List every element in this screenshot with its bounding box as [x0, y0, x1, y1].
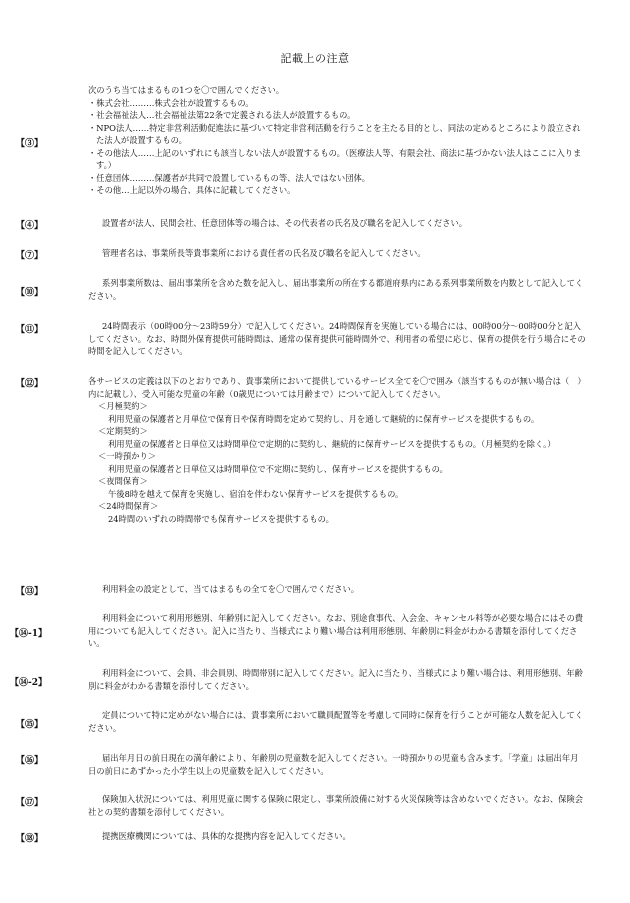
section-14-2-body: 利用料金について、会員、非会員別、時間帯別に記入してください。記入に当たり、当様式により難い場合は、利用形態別、年齢別に料金がわかる書類を添付してください。	[88, 668, 583, 691]
section-14-1-label: 【⑭-1】	[10, 629, 47, 639]
section-16-body: 届出年月日の前日現在の満年齢により、年齢別の児童数を記入してください。一時預かりの児童も含みます。「学童」は届出年月日の前日にあずかった小学生以上の児童数を記入してください。	[88, 753, 579, 776]
definition-head: ＜月極契約＞	[98, 401, 148, 411]
section-4-body: 設置者が法人、民間会社、任意団体等の場合は、その代表者の氏名及び職名を記入してください。	[102, 218, 468, 228]
section-15-label: 【⑮】	[16, 720, 44, 730]
section-11-label: 【⑪】	[16, 325, 44, 335]
definition-body: 24時間のいずれの時間帯でも保育サービスを提供するもの。	[108, 513, 334, 524]
section-17-body: 保険加入状況については、利用児童に関する保険に限定し、事業所設備に対する火災保険等は含めないでください。なお、保険会社との契約書類を添付してください。	[88, 794, 584, 817]
section-11-text	[88, 320, 586, 358]
section-3-item: ・任意団体………保護者が共同で設置しているもの等、法人ではない団体。	[88, 172, 371, 183]
section-15-text	[88, 709, 586, 734]
section-14-1-text	[88, 612, 586, 650]
section-3-item: ・その他法人……上記のいずれにも該当しない法人が設置するもの。（医療法人等、有限会社、商法に基づかない法人はここに入ります。）	[88, 147, 582, 170]
section-17-text	[88, 793, 586, 818]
section-3-item: ・その他…上記以外の場合、具体に記載してください。	[88, 185, 296, 195]
section-3-item: ・NPO法人……特定非営利活動促進法に基づいて特定非営利活動を行うことを主たる目的とし、同法の定めるところにより設立された法人が設置するもの。	[88, 122, 581, 145]
page-title: 記載上の注意	[280, 52, 350, 65]
definition-body: 午後8時を越えて保育を実施し、宿泊を伴わない保育サービスを提供するもの。	[108, 488, 404, 499]
definition-body: 利用児童の保護者と月単位で保育日や保育時間を定めて契約し、月を通して継続的に保育サービスを提供するもの。	[108, 413, 540, 424]
section-7-label: 【⑦】	[16, 251, 44, 261]
section-4-text	[88, 217, 586, 230]
section-4-label: 【④】	[16, 221, 44, 231]
section-10-text	[88, 277, 586, 302]
section-10-label: 【⑩】	[16, 288, 44, 298]
section-12-text	[88, 375, 586, 525]
section-10-body: 系列事業所数は、届出事業所を含めた数を記入し、届出事業所の所在する都道府県内にある系列事業所数を内数として記入してください。	[88, 278, 584, 301]
section-14-2-text	[88, 667, 586, 692]
section-3-item: ・株式会社………株式会社が設置するもの。	[88, 97, 254, 108]
definition-head: ＜24時間保育＞	[98, 501, 159, 511]
section-3-label: 【③】	[16, 139, 44, 149]
section-13-text	[88, 583, 586, 596]
section-18-text	[88, 830, 586, 843]
section-3-item: ・社会福祉法人…社会福祉法第22条で定義される法人が設置するもの。	[88, 110, 356, 120]
section-13-label: 【⑬】	[16, 587, 44, 597]
section-12-label: 【⑫】	[16, 379, 44, 389]
section-7-text	[88, 247, 586, 260]
section-11-body: 24時間表示（00時00分～23時59分）で記入してください。24時間保育を実施している場合には、00時00分～00時00分と記入してください。なお、時間外保育提供可能時間は、通常の保育提供可能時間外で、利用者の希望に応じ、保育の提供を行う場合にその時間を記入してください。	[88, 321, 586, 356]
section-14-2-label: 【⑭-2】	[10, 678, 47, 688]
section-3-text	[88, 84, 586, 197]
definition-head: ＜定期契約＞	[98, 426, 148, 436]
section-17-label: 【⑰】	[16, 798, 44, 808]
section-3-intro: 次のうち当てはまるもの1つを〇で囲んでください。	[88, 85, 285, 95]
section-15-body: 定員について特に定めがない場合には、貴事業所において職員配置等を考慮して同時に保育を行うことが可能な人数を記入してください。	[88, 710, 584, 733]
section-16-label: 【⑯】	[16, 756, 44, 766]
definition-head: ＜夜間保育＞	[98, 476, 148, 486]
section-13-body: 利用料金の設定として、当てはまるもの全てを〇で囲んでください。	[102, 584, 360, 594]
section-12-intro: 各サービスの定義は以下のとおりであり、貴事業所において提供しているサービス全てを〇で囲み（該当するものが無い場合は（ ）内に記載し）、受入可能な児童の年齢（0歳児については月齢まで）について記入してください。	[88, 376, 586, 399]
definition-body: 利用児童の保護者と日単位又は時間単位で定期的に契約し、継続的に保育サービスを提供するもの。（月極契約を除く。）	[108, 438, 556, 449]
definition-body: 利用児童の保護者と日単位又は時間単位で不定期に契約し、保育サービスを提供するもの。	[108, 463, 448, 474]
section-16-text	[88, 752, 586, 777]
section-7-body: 管理者名は、事業所長等貴事業所における責任者の氏名及び職名を記入してください。	[102, 248, 426, 258]
section-18-body: 提携医療機関については、具体的な提携内容を記入してください。	[102, 831, 351, 841]
section-18-label: 【⑱】	[16, 834, 44, 844]
section-14-1-body: 利用料金について利用形態別、年齢別に記入してください。なお、別途食事代、入会金、キャンセル料等が必要な場合にはその費用についても記入してください。記入に当たり、当様式により難い場合は利用形態別、年齢別に料金がわかる書類を添付してください。	[88, 613, 584, 648]
definition-head: ＜一時預かり＞	[98, 451, 157, 461]
